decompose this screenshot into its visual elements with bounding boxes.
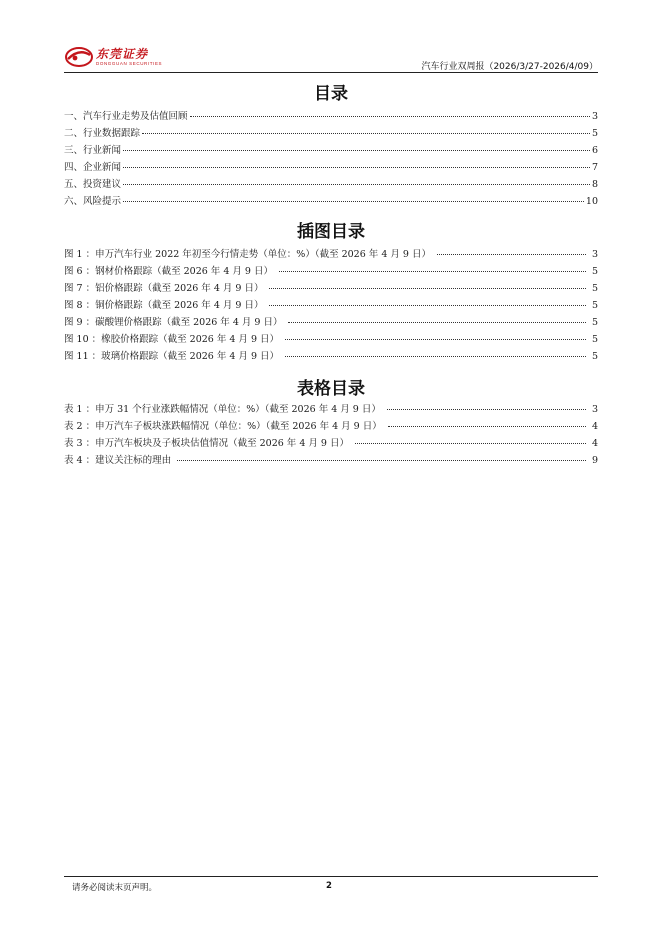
figure-entry[interactable]	[64, 263, 598, 280]
brand-name-en: DONGGUAN SECURITIES	[96, 60, 163, 66]
figure-entry-label: 图 1 ：申万汽车行业 2022 年初至今行情走势（单位：%）（截至 2026 年 4 月 9 日）	[64, 249, 431, 260]
table-entry-page: 4	[591, 438, 598, 449]
dot-leader	[387, 409, 586, 410]
toc-entry-label: 三、行业新闻	[64, 145, 122, 156]
toc-entry-label: 一、汽车行业走势及估值回顾	[64, 111, 188, 122]
page-number: 2	[326, 881, 332, 891]
dot-leader	[269, 305, 585, 306]
header-divider	[64, 72, 598, 73]
dot-leader	[285, 356, 586, 357]
toc-entry-page: 7	[591, 162, 598, 173]
logo-icon	[64, 46, 94, 68]
dot-leader	[123, 167, 590, 168]
table-entry-label: 表 1 ：申万 31 个行业涨跌幅情况（单位：%）（截至 2026 年 4 月 9 日）	[64, 404, 381, 415]
toc-entry-page: 8	[591, 179, 598, 190]
figure-entry-page: 5	[591, 317, 598, 328]
toc-list	[64, 108, 598, 210]
toc-entry-page: 3	[591, 111, 598, 122]
page-header	[64, 44, 598, 74]
brand-logo	[64, 44, 162, 70]
toc-entry-label: 四、企业新闻	[64, 162, 122, 173]
figure-entry-label: 图 11 ：玻璃价格跟踪（截至 2026 年 4 月 9 日）	[64, 351, 280, 362]
toc-entry-label: 五、投资建议	[64, 179, 122, 190]
toc-entry-page: 10	[585, 196, 598, 207]
toc-title: 目录	[314, 84, 348, 104]
dot-leader	[288, 322, 585, 323]
toc-entry[interactable]	[64, 142, 598, 159]
figure-entry[interactable]	[64, 348, 598, 365]
dot-leader	[123, 184, 590, 185]
figure-entry-page: 5	[591, 266, 598, 277]
dot-leader	[123, 150, 590, 151]
dot-leader	[388, 426, 586, 427]
figure-entry-page: 5	[591, 334, 598, 345]
dot-leader	[355, 443, 586, 444]
table-entry[interactable]	[64, 401, 598, 418]
figure-entry-page: 5	[591, 351, 598, 362]
figure-entry-page: 5	[591, 283, 598, 294]
table-entry-label: 表 2 ：申万汽车子板块涨跌幅情况（单位：%）（截至 2026 年 4 月 9 日）	[64, 421, 382, 432]
toc-entry-label: 二、行业数据跟踪	[64, 128, 141, 139]
figure-entry-label: 图 10 ：橡胶价格跟踪（截至 2026 年 4 月 9 日）	[64, 334, 280, 345]
table-entry-label: 表 3 ：申万汽车板块及子板块估值情况（截至 2026 年 4 月 9 日）	[64, 438, 349, 449]
toc-entry[interactable]	[64, 125, 598, 142]
table-entry[interactable]	[64, 435, 598, 452]
figure-entry-label: 图 8 ：铜价格跟踪（截至 2026 年 4 月 9 日）	[64, 300, 264, 311]
table-entry-page: 9	[591, 455, 598, 466]
table-entry-page: 4	[591, 421, 598, 432]
table-entry-label: 表 4 ：建议关注标的理由	[64, 455, 172, 466]
toc-entry-page: 6	[591, 145, 598, 156]
figure-entry-page: 3	[591, 249, 598, 260]
dot-leader	[142, 133, 590, 134]
dot-leader	[269, 288, 585, 289]
figure-entry[interactable]	[64, 246, 598, 263]
dot-leader	[177, 460, 586, 461]
figures-list	[64, 246, 598, 365]
toc-entry[interactable]	[64, 159, 598, 176]
dot-leader	[190, 116, 590, 117]
toc-entry[interactable]	[64, 193, 598, 210]
figure-entry-label: 图 6 ：钢材价格跟踪（截至 2026 年 4 月 9 日）	[64, 266, 273, 277]
figure-entry-label: 图 9 ：碳酸锂价格跟踪（截至 2026 年 4 月 9 日）	[64, 317, 283, 328]
figure-entry[interactable]	[64, 331, 598, 348]
toc-entry[interactable]	[64, 108, 598, 125]
table-entry[interactable]	[64, 452, 598, 469]
table-entry[interactable]	[64, 418, 598, 435]
figure-entry-page: 5	[591, 300, 598, 311]
toc-entry-page: 5	[591, 128, 598, 139]
dot-leader	[123, 201, 584, 202]
table-entry-page: 3	[591, 404, 598, 415]
dot-leader	[279, 271, 586, 272]
dot-leader	[437, 254, 586, 255]
tables-list	[64, 401, 598, 469]
footer-divider	[64, 876, 598, 877]
report-title: 汽车行业双周报（2026/3/27-2026/4/09）	[421, 62, 598, 72]
dot-leader	[285, 339, 586, 340]
footer-disclaimer: 请务必阅读末页声明。	[72, 883, 158, 893]
tables-title: 表格目录	[297, 379, 365, 399]
figure-entry[interactable]	[64, 297, 598, 314]
figure-entry[interactable]	[64, 314, 598, 331]
toc-entry[interactable]	[64, 176, 598, 193]
toc-entry-label: 六、风险提示	[64, 196, 122, 207]
figure-entry-label: 图 7 ：铝价格跟踪（截至 2026 年 4 月 9 日）	[64, 283, 264, 294]
figure-entry[interactable]	[64, 280, 598, 297]
figures-title: 插图目录	[297, 222, 365, 242]
brand-name-cn: 东莞证券	[96, 46, 149, 61]
